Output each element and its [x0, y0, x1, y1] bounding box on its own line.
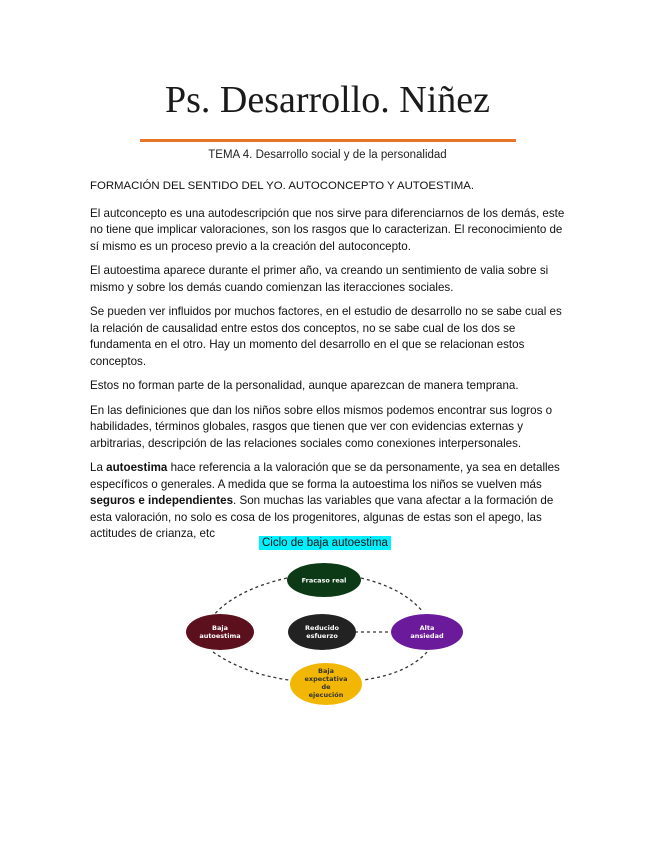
node-label-line: Baja — [212, 624, 228, 632]
bold-term-seguros: seguros e independientes — [90, 494, 234, 507]
node-label-line: expectativa — [304, 675, 348, 683]
node-label-line: ansiedad — [410, 632, 444, 640]
node-reducido-esfuerzo — [288, 614, 356, 650]
node-fracaso-real — [287, 563, 361, 597]
connector-ansiedad-expectativa — [363, 652, 427, 680]
document-subtitle: TEMA 4. Desarrollo social y de la personalidad — [208, 149, 447, 161]
node-label-line: Baja — [318, 667, 334, 675]
node-baja-autoestima — [186, 614, 254, 650]
node-label-line: autoestima — [199, 632, 241, 640]
connector-fracaso-baja — [213, 578, 287, 616]
node-label-line: ejecución — [308, 691, 344, 699]
document-title: Ps. Desarrollo. Niñez — [164, 79, 491, 121]
title-divider — [140, 139, 516, 142]
node-label: Fracaso real — [301, 576, 347, 585]
paragraph-definiciones: En las definiciones que dan los niños sobre ellos mismos podemos encontrar sus logros o habilidades, términos globales, rasgos que tienen que ver con evidencias externas y arbitrarias, descripción de las relaciones sociales como conexiones interpersonales. — [90, 403, 553, 450]
connector-fracaso-ansiedad — [361, 578, 423, 612]
node-label-line: de — [321, 683, 331, 691]
diagram-title: Ciclo de baja autoestima — [259, 536, 391, 550]
bold-term-autoestima: autoestima — [106, 461, 168, 474]
text-run: . Son muchas las variables que vana afectar a la formación de esta valoración, no solo es cosa de los progenitores, algunas de estas son el apego, las actitudes de crianza, etc — [90, 494, 554, 540]
node-label-line: esfuerzo — [306, 632, 338, 640]
node-baja-expectativa — [290, 663, 362, 705]
node-label-line: Reducido — [305, 624, 339, 632]
text-run: hace referencia a la valoración que se da personamente, ya sea en detalles específicos o generales. A medida que se forma la autoestima los niños se vuelven más — [90, 461, 560, 491]
text-run: La — [90, 461, 107, 474]
node-alta-ansiedad — [391, 614, 463, 650]
low-self-esteem-cycle-diagram — [175, 556, 480, 708]
connector-baja-expectativa — [213, 652, 289, 680]
paragraph-autoconcepto: El autconcepto es una autodescripción que nos sirve para diferenciarnos de los demás, este no tiene que implicar valoraciones, son los rasgos que lo caracterizan. El reconocimiento de sí mismo es un proceso previo a la creación del autoconcepto. — [90, 206, 565, 253]
document-body — [90, 178, 570, 551]
node-label-line: Alta — [419, 624, 435, 632]
section-heading: FORMACIÓN DEL SENTIDO DEL YO. AUTOCONCEPTO Y AUTOESTIMA. — [90, 180, 474, 192]
paragraph-autoestima-origen: El autoestima aparece durante el primer año, va creando un sentimiento de valia sobre si mismo y sobre los demás cuando comienzan las iteracciones sociales. — [90, 264, 549, 294]
paragraph-personalidad: Estos no forman parte de la personalidad, aunque aparezcan de manera temprana. — [90, 379, 519, 392]
paragraph-autoestima-definicion — [90, 460, 570, 543]
paragraph-factores: Se pueden ver influidos por muchos factores, en el estudio de desarrollo no se sabe cual es la relación de causalidad entre estos dos conceptos, no se sabe cual de los dos se fundamenta en el otro. Hay un momento del desarrollo en el que se relacionan estos conceptos. — [90, 305, 562, 368]
